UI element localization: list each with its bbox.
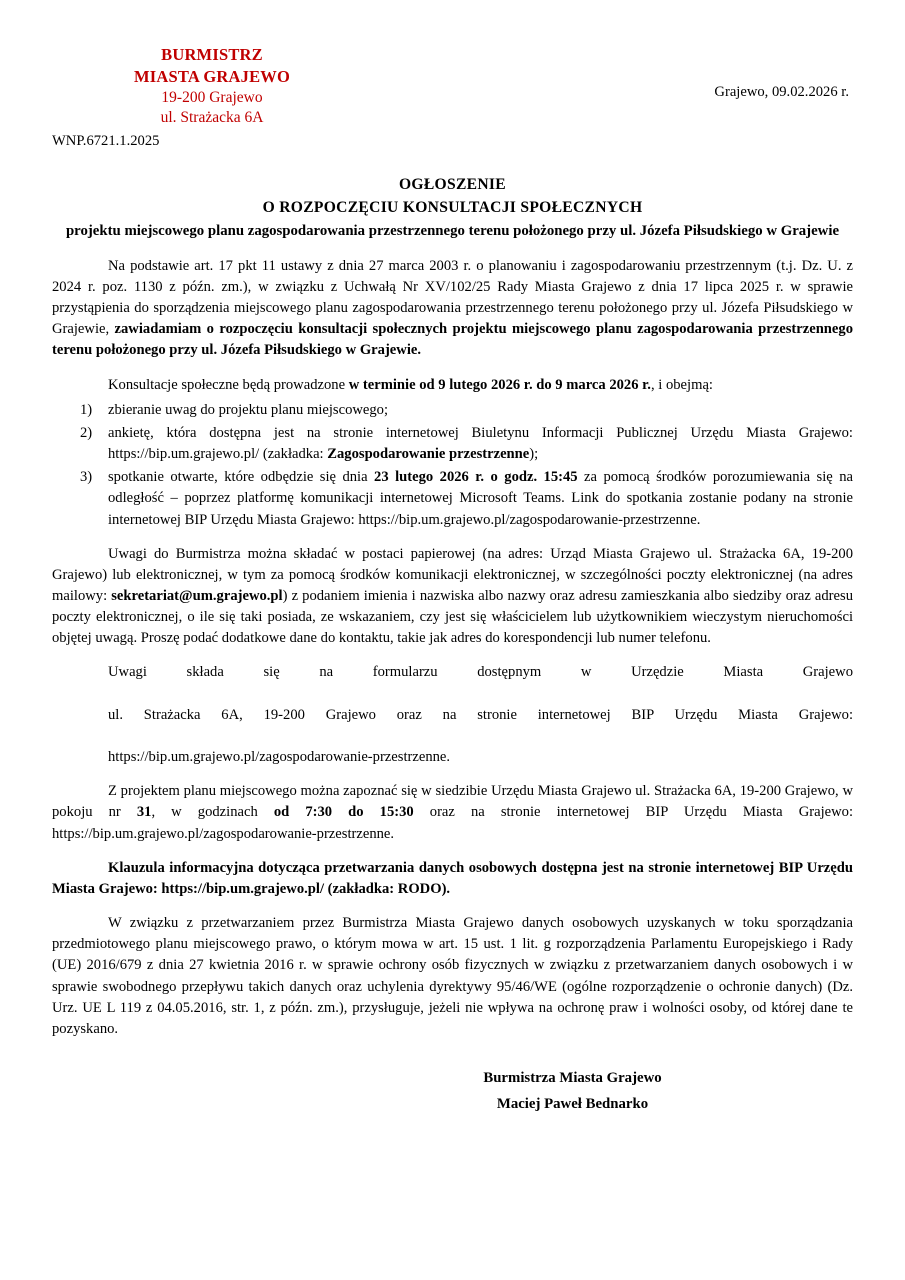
paragraph-form-availability bbox=[52, 662, 853, 768]
plan-inspection-tail: oraz na stronie internetowej BIP Urzędu Miasta Grajewo: https://bip.um.grajewo.pl/zagospodarowanie-przestrzenne. bbox=[52, 804, 853, 842]
office-hours: od 7:30 do 15:30 bbox=[273, 804, 414, 821]
list-item-number: 1) bbox=[80, 401, 93, 418]
form-availability-line-1: Uwagi składa się na formularzu dostępnym w Urzędzie Miasta Grajewo bbox=[108, 664, 853, 681]
paragraph-submission-methods bbox=[52, 544, 853, 650]
list-item-bold: Zagospodarowanie przestrzenne bbox=[327, 446, 530, 463]
signature-name: Maciej Paweł Bednarko bbox=[496, 1095, 649, 1112]
plan-inspection-mid: , w godzinach bbox=[151, 804, 274, 821]
paragraph-rodo-notice bbox=[52, 858, 853, 900]
letterhead-line-2: MIASTA GRAJEWO bbox=[133, 66, 291, 86]
consultation-dates: w terminie od 9 lutego 2026 r. do 9 marca 2026 r. bbox=[348, 376, 651, 393]
consultation-lead: Konsultacje społeczne będą prowadzone bbox=[108, 376, 349, 393]
list-item-text: zbieranie uwag do projektu planu miejscowego; bbox=[108, 401, 389, 418]
paragraph-data-processing: W związku z przetwarzaniem przez Burmistrza Miasta Grajewo danych osobowych uzyskanych w toku sporządzania przedmiotowego planu miejscowego prawo, o którym mowa w art. 15 ust. 1 lit. g rozporządzenia Parlamentu Europejskiego i Rady (UE) 2016/679 z dnia 27 kwietnia 2016 r. w sprawie ochrony osób fizycznych w związku z przetwarzaniem danych osobowych i w sprawie swobodnego przepływu takich danych oraz uchylenia dyrektywy 95/46/WE (ogólne rozporządzenie o ochronie danych) (Dz. Urz. UE L 119 z 04.05.2016, str. 1, z późn. zm.), przysługuje, jeżeli nie wpływa na ochronę praw i wolności osoby, od której dane te pozyskano. bbox=[52, 915, 853, 1037]
paragraph-legal-basis bbox=[52, 256, 853, 362]
list-item-text-tail: za pomocą środków porozumiewania się na odległość – poprzez platformę komunikacji internetowej Microsoft Teams. Link do spotkania zostanie podany na stronie internetowej BIP Urzędu Miasta Grajewo: https://bip.um.grajewo.pl/zagospodarowanie-przestrzenne. bbox=[108, 469, 853, 528]
paragraph-plan-inspection bbox=[52, 781, 853, 844]
title-line-3: projektu miejscowego planu zagospodarowania przestrzennego terenu położonego przy ul. Józefa Piłsudskiego w Grajewie bbox=[65, 223, 840, 240]
consultation-forms-list bbox=[52, 400, 853, 531]
list-item-bold: 23 lutego 2026 r. o godz. 15:45 bbox=[374, 469, 578, 486]
room-number: 31 bbox=[136, 804, 152, 821]
letterhead-line-4: ul. Strażacka 6A bbox=[160, 108, 264, 126]
title-line-2: O ROZPOCZĘCIU KONSULTACJI SPOŁECZNYCH bbox=[262, 198, 643, 216]
contact-email: sekretariat@um.grajewo.pl bbox=[111, 588, 283, 605]
form-availability-line-3: https://bip.um.grajewo.pl/zagospodarowanie-przestrzenne. bbox=[108, 749, 451, 766]
consultation-tail: , i obejmą: bbox=[650, 376, 713, 393]
submission-text: Uwagi do Burmistrza można składać w postaci papierowej (na adres: Urząd Miasta Grajewo ul. Strażacka 6A, 19-200 Grajewo) lub elektronicznej, w tym za pomocą środków komunikacji elektronicznej, w szczególności poczty elektronicznej (na adres mailowy: bbox=[52, 545, 853, 605]
list-item-text: spotkanie otwarte, które odbędzie się dnia bbox=[108, 469, 375, 486]
letterhead-line-1: BURMISTRZ bbox=[161, 45, 263, 64]
list-item-text-tail: ); bbox=[529, 446, 539, 463]
plan-inspection-text: Z projektem planu miejscowego można zapoznać się w siedzibie Urzędu Miasta Grajewo ul. Strażacka 6A, 19-200 Grajewo, w pokoju nr bbox=[52, 783, 853, 821]
title-line-1: OGŁOSZENIE bbox=[399, 175, 506, 193]
reference-number: WNP.6721.1.2025 bbox=[52, 133, 160, 150]
paragraph-legal-basis-bold: zawiadamiam o rozpoczęciu konsultacji społecznych projektu miejscowego planu zagospodarowania przestrzennego terenu położonego przy ul. Józefa Piłsudskiego w Grajewie. bbox=[52, 321, 853, 359]
list-item bbox=[52, 423, 853, 465]
signature-title: Burmistrza Miasta Grajewo bbox=[483, 1069, 662, 1086]
list-item-number: 3) bbox=[80, 469, 93, 486]
letterhead bbox=[62, 44, 362, 128]
letterhead-line-3: 19-200 Grajewo bbox=[161, 88, 263, 106]
list-item bbox=[52, 400, 853, 421]
submission-text-tail: ) z podaniem imienia i nazwiska albo nazwy oraz adresu zamieszkania albo siedziby oraz adresu poczty elektronicznej, o ile się taki posiada, ze wskazaniem, czy jest się właścicielem lub użytkownikiem wieczystym nieruchomości objętej uwagą. Proszę podać dodatkowe dane do kontaktu, takie jak adres do korespondencji lub numer telefonu. bbox=[52, 588, 853, 647]
form-availability-line-2: ul. Strażacka 6A, 19-200 Grajewo oraz na stronie internetowej BIP Urzędu Miasta Grajewo: bbox=[108, 706, 853, 723]
list-item-number: 2) bbox=[80, 424, 93, 441]
paragraph-legal-basis-text: Na podstawie art. 17 pkt 11 ustawy z dnia 27 marca 2003 r. o planowaniu i zagospodarowaniu przestrzennym (t.j. Dz. U. z 2024 r. poz. 1130 z późn. zm.), w związku z Uchwałą Nr XV/102/25 Rady Miasta Grajewo z dnia 17 lipca 2025 r. w sprawie przystąpienia do sporządzenia miejscowego planu zagospodarowania przestrzennego terenu położonego przy ul. Józefa Piłsudskiego w Grajewie, bbox=[52, 257, 853, 338]
list-item-text: ankietę, która dostępna jest na stronie internetowej Biuletynu Informacji Publicznej Urzędu Miasta Grajewo: https://bip.um.grajewo.pl/ (zakładka: bbox=[108, 424, 853, 463]
date-line: Grajewo, 09.02.2026 r. bbox=[714, 84, 849, 100]
document-header bbox=[52, 44, 853, 128]
rodo-notice-text: Klauzula informacyjna dotycząca przetwarzania danych osobowych dostępna jest na stronie internetowej BIP Urzędu Miasta Grajewo: https://bip.um.grajewo.pl/ (zakładka: RODO). bbox=[52, 859, 853, 897]
signature-block bbox=[52, 1066, 853, 1118]
paragraph-consultation-period bbox=[52, 375, 853, 396]
document-title bbox=[52, 173, 853, 243]
list-item bbox=[52, 467, 853, 530]
